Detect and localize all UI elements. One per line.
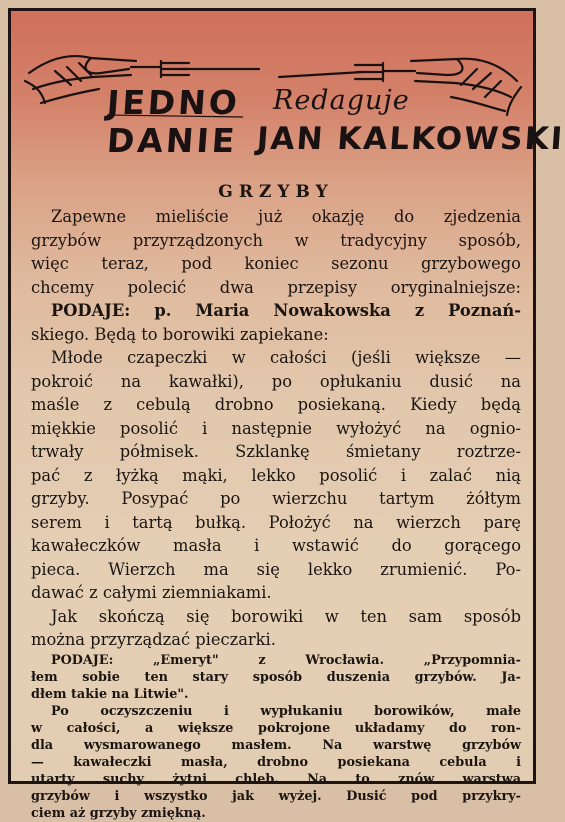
recipe1-line: maśle z cebulą drobno posiekaną. Kiedy będą — [31, 395, 521, 414]
recipe1-line: grzyby. Posypać po wierzchu tartym żółtym — [31, 489, 521, 508]
recipe2-line: PODAJE: „Emeryt" z Wrocławia. „Przypomnia- — [51, 652, 521, 668]
recipe1-source-cont: skiego. Będą to borowiki zapiekane: — [31, 324, 329, 344]
recipe1-line: Młode czapeczki w całości (jeśli większe — — [51, 348, 521, 367]
recipe2-line: dla wysmarowanego masłem. Na warstwę grzybów — [31, 737, 521, 753]
transition-line: Jak skończą się borowiki w ten sam sposób — [51, 606, 521, 626]
recipe1-line: trwały półmisek. Szklankę śmietany roztrze- — [31, 442, 521, 461]
recipe1-source: PODAJE: p. Maria Nowakowska z Poznań- — [51, 301, 521, 320]
recipe1-line: pieca. Wierzch ma się lekko zrumienić. Po- — [31, 559, 521, 579]
recipe2-line: utarty suchy żytni chleb. Na to znów warstwa — [31, 771, 521, 787]
recipe2-line: dłem takie na Litwie". — [31, 686, 189, 702]
recipe2-line: — kawałeczki masła, drobno posiekana cebula i — [31, 754, 521, 770]
intro-line: więc teraz, pod koniec sezonu grzybowego — [31, 254, 521, 273]
header-editor-label: Redaguje — [273, 85, 410, 116]
header-word-danie: DANIE — [105, 121, 239, 160]
header-editor-name: JAN KALKOWSKI — [255, 121, 565, 157]
recipe2-line: ciem aż grzyby zmiękną. — [31, 805, 206, 821]
intro-line: Zapewne mieliście już okazję do zjedzenia — [51, 207, 521, 226]
recipe2-line: w całości, a większe pokrojone układamy do ron- — [31, 720, 521, 736]
recipe2-line: Po oczyszczeniu i wypłukaniu borowików, małe — [51, 703, 521, 719]
transition-line: można przyrządzać pieczarki. — [31, 630, 276, 649]
recipe2-line: łem sobie ten stary sposób duszenia grzybów. Ja- — [31, 669, 521, 685]
column-header — [11, 11, 565, 176]
header-word-jedno: JEDNO — [105, 83, 242, 122]
recipe1-line: pać z łyżką mąki, lekko posolić i zalać nią — [31, 465, 521, 485]
article-title: GRZYBY — [218, 182, 334, 202]
intro-line: chcemy polecić dwa przepisy oryginalniejsze: — [31, 277, 521, 297]
recipe1-line: dawać z całymi ziemniakami. — [31, 583, 272, 602]
recipe1-line: kawałeczków masła i wstawić do gorącego — [31, 536, 521, 555]
article-body — [31, 181, 521, 822]
intro-line: grzybów przyrządzonych w tradycyjny sposób, — [31, 230, 521, 250]
recipe2-line: grzybów i wszystko jak wyżej. Dusić pod przykry- — [31, 788, 521, 804]
recipe1-line: pokroić na kawałki), po opłukaniu dusić na — [31, 371, 521, 391]
newspaper-column — [8, 8, 565, 821]
recipe1-line: serem i tartą bułką. Położyć na wierzch parę — [31, 512, 521, 532]
recipe1-line: miękkie posolić i następnie wyłożyć na ognio- — [31, 418, 521, 438]
